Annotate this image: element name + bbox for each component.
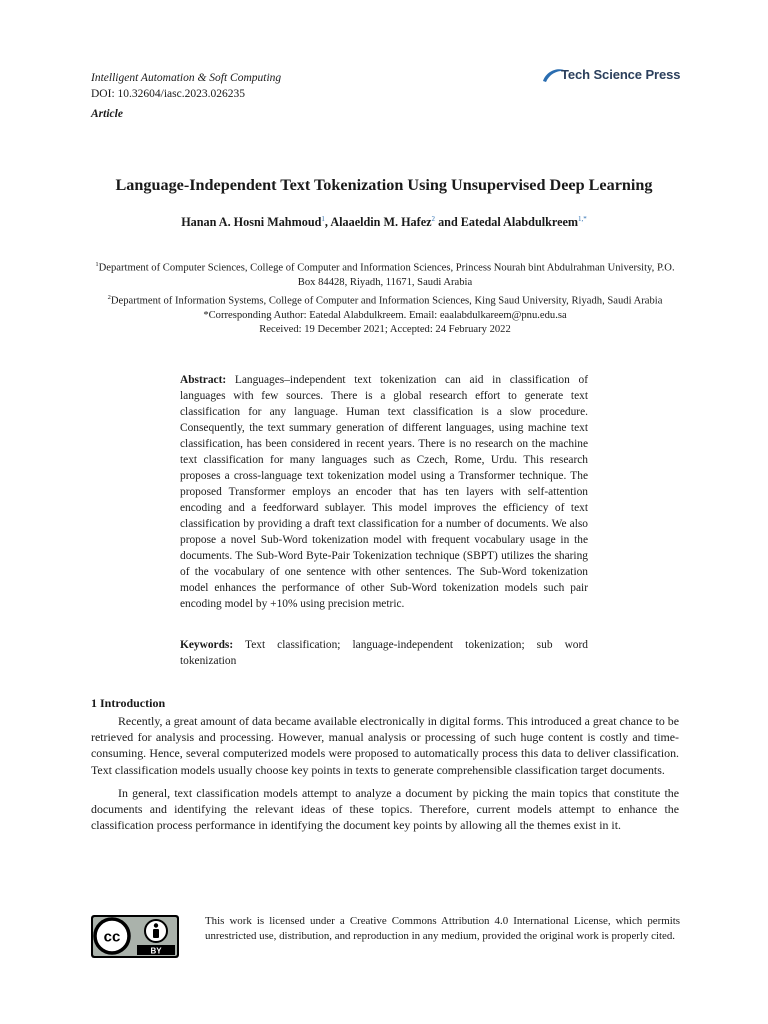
keywords-label: Keywords:: [180, 639, 234, 651]
paper-title: Language-Independent Text Tokenization Using Unsupervised Deep Learning: [115, 176, 653, 194]
abstract: [180, 372, 588, 612]
author-affiliation-mark[interactable]: 1: [321, 215, 325, 223]
journal-info: [91, 70, 281, 122]
affiliation-1: [90, 258, 680, 291]
author-separator: and: [435, 215, 461, 230]
journal-name: Intelligent Automation & Soft Computing: [91, 72, 282, 84]
author-name: Eatedal Alabdulkreem: [460, 215, 579, 230]
author-separator: ,: [324, 215, 331, 230]
affiliation-text: Department of Computer Sciences, College of Computer and Information Sciences, Princess Nourah bint Abdulrahman University, P.O. Box 84428, Riyadh, 11671, Saudi Arabia: [98, 262, 675, 289]
cc-by-label: BY: [150, 946, 162, 956]
paragraph: In general, text classification models attempt to analyze a document by picking the main topics that constitute the documents and identifying the relevant ideas of these topics. Therefore, current models attempt to enhance the classification process performance in identifying the document key points by allowing all the themes exist in it.: [91, 785, 679, 833]
received-dates: Received: 19 December 2021; Accepted: 24 February 2022: [259, 324, 511, 336]
section-heading: 1 Introduction: [91, 696, 166, 710]
abstract-label: Abstract:: [180, 374, 227, 386]
affiliation-mark: 1: [95, 261, 99, 268]
cc-by-license-icon[interactable]: [91, 915, 179, 958]
author-name: Alaaeldin M. Hafez: [330, 215, 432, 230]
affiliation-2: [90, 291, 680, 309]
paragraph: Recently, a great amount of data became available electronically in digital forms. This introduced a great chance to be retrieved for analysis and processing. However, manual analysis or processing of such huge content is costly and time-consuming. Hence, several computerized models were proposed to automatically process this data to deliver classification. Text classification models usually choose key points in texts to generate comprehensible classification target documents.: [91, 714, 679, 777]
abstract-text: Languages–independent text tokenization can aid in classification of languages with few sources. There is a global research effort to generate text classification for any language. Human text classification is a slow procedure. Consequently, the text summary generation of different languages, using machine text classification, has been considered in recent years. There is no research on the machine text classification for many languages such as Czech, Rome, Urdu. This research proposes a cross-language text tokenization model using a Transformer technique. The proposed Transformer employs an encoder that has ten layers with self-attention encoding and a feedforward sublayer. This model improves the efficiency of text classification by providing a draft text classification for a number of documents. We also propose a novel Sub-Word tokenization model with frequent vocabulary usage in the documents. The Sub-Word Byte-Pair Tokenization technique (SBPT) utilizes the sharing of the vocabulary of one sentence with other sentences. The Sub-Word tokenization model enhances the performance of other Sub-Word tokenization models such pair encoding model by +10% using precision metric.: [180, 374, 588, 610]
author-list: [60, 211, 708, 230]
affiliation-text: Department of Information Systems, College of Computer and Information Sciences, King Saud University, Riyadh, Saudi Arabia: [110, 295, 663, 307]
affiliation-mark: 2: [107, 293, 111, 301]
corresponding-author: *Corresponding Author: Eatedal Alabdulkreem. Email: eaalabdulkareem@pnu.edu.sa: [203, 309, 567, 321]
author-name: Hanan A. Hosni Mahmoud: [181, 215, 322, 230]
affiliations: [90, 258, 680, 338]
author-affiliation-mark[interactable]: 2: [431, 215, 436, 223]
keywords-text: Text classification; language-independent tokenization; sub word tokenization: [180, 639, 588, 667]
svg-text:cc: cc: [103, 928, 121, 946]
keywords: [180, 637, 588, 669]
doi: DOI: 10.32604/iasc.2023.026235: [91, 88, 245, 100]
section-body: [91, 713, 679, 840]
article-type: Article: [91, 108, 123, 120]
publisher-logo: [541, 65, 681, 89]
publisher-name: Tech Science Press: [561, 67, 681, 82]
author-affiliation-mark[interactable]: 1,*: [578, 215, 587, 223]
license-text: This work is licensed under a Creative Commons Attribution 4.0 International License, which permits unrestricted use, distribution, and reproduction in any medium, provided the original work is properly cited.: [205, 915, 680, 942]
